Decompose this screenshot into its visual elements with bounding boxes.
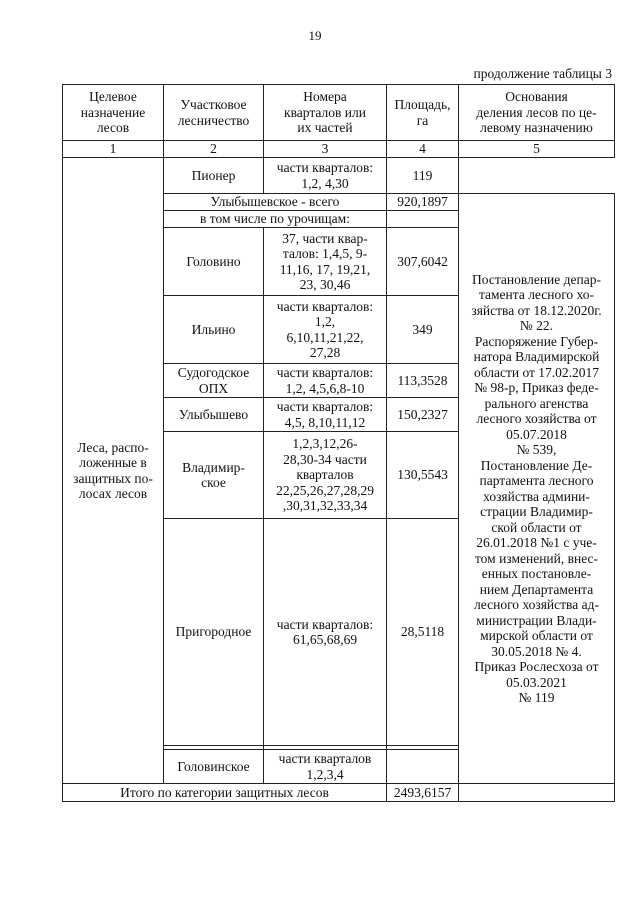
- forestry-cell: Владимир- ское: [164, 432, 264, 519]
- forestry-cell: Пионер: [164, 158, 264, 194]
- category-cell: Леса, распо- ложенные в защитных по- лосах лесов: [63, 158, 164, 784]
- total-row: [63, 784, 615, 802]
- column-number: 1: [63, 141, 164, 158]
- header-row: [63, 85, 615, 141]
- quarters-cell: части кварталов 1,2,3,4: [264, 750, 387, 784]
- quarters-cell: части кварталов: 4,5, 8,10,11,12: [264, 398, 387, 432]
- forestry-cell: Ильино: [164, 296, 264, 364]
- page-number: 19: [308, 28, 322, 43]
- subheading-cell: в том числе по урочищам:: [164, 211, 387, 228]
- column-number: 3: [264, 141, 387, 158]
- area-cell: 307,6042: [387, 228, 459, 296]
- area-cell: 349: [387, 296, 459, 364]
- quarters-cell: части кварталов: 1,2, 4,30: [264, 158, 387, 194]
- quarters-cell: 1,2,3,12,26- 28,30-34 части кварталов 22,25,26,27,28,29 ,30,31,32,33,34: [264, 432, 387, 519]
- area-cell: 150,2327: [387, 398, 459, 432]
- forestry-total-cell: Улыбышевское - всего: [164, 194, 387, 211]
- quarters-cell: части кварталов: 1,2, 6,10,11,21,22, 27,28: [264, 296, 387, 364]
- basis-cell: Постановление депар- тамента лесного хо- зяйства от 18.12.2020г. № 22. Распоряжение Губер- натора Владимирской области от 17.02.2017 № 98-р, Приказ феде- рального агенства лесного хозяйства от 05.07.2018 № 539, Постановление Де- партамента лесного хозяйства админи- страции Владимир- ской области от 26.01.2018 №1 с уче- том изменений, внес- енных постановле- нием Департамента лесного хозяйства ад- министрации Влади- мирской области от 30.05.2018 № 4. Приказ Рослесхоза от 05.03.2021 № 119: [459, 194, 615, 784]
- area-cell: 119: [387, 158, 459, 194]
- column-number: 5: [459, 141, 615, 158]
- header-purpose: Целевое назначение лесов: [63, 85, 164, 141]
- forestry-cell: Улыбышево: [164, 398, 264, 432]
- header-area: Площадь, га: [387, 85, 459, 141]
- column-number-row: [63, 141, 615, 158]
- total-value: 2493,6157: [387, 784, 459, 802]
- quarters-cell: части кварталов: 61,65,68,69: [264, 519, 387, 746]
- column-number: 2: [164, 141, 264, 158]
- forestry-cell: Головино: [164, 228, 264, 296]
- column-number: 4: [387, 141, 459, 158]
- area-cell: 130,5543: [387, 432, 459, 519]
- quarters-cell: части кварталов: 1,2, 4,5,6,8-10: [264, 364, 387, 398]
- area-cell: 920,1897: [387, 194, 459, 211]
- header-quarters: Номера кварталов или их частей: [264, 85, 387, 141]
- area-cell: [387, 750, 459, 784]
- table-continuation-label: продолжение таблицы 3: [473, 66, 612, 81]
- forestry-cell: Судогодское ОПХ: [164, 364, 264, 398]
- forest-allocation-table: [62, 84, 615, 802]
- area-cell: 28,5118: [387, 519, 459, 746]
- total-label: Итого по категории защитных лесов: [63, 784, 387, 802]
- forestry-cell: Головинское: [164, 750, 264, 784]
- header-basis: Основания деления лесов по це- левому назначению: [459, 85, 615, 141]
- forestry-cell: Пригородное: [164, 519, 264, 746]
- quarters-cell: 37, части квар- талов: 1,4,5, 9- 11,16, 17, 19,21, 23, 30,46: [264, 228, 387, 296]
- area-cell: 113,3528: [387, 364, 459, 398]
- header-forestry: Участковое лесничество: [164, 85, 264, 141]
- table-row: [63, 158, 615, 194]
